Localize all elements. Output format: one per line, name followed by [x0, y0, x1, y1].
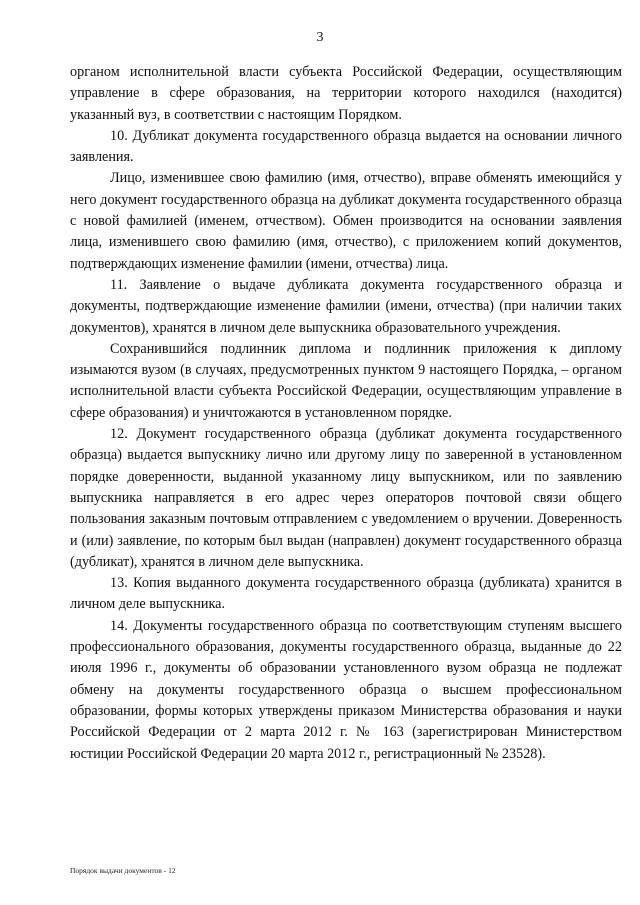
document-body [70, 62, 622, 765]
paragraph-continuation: органом исполнительной власти субъекта Российской Федерации, осуществляющим управление в сфере образования, на территории которого находился (находится) указанный вуз, в соответствии с настоящим Порядком. [70, 64, 622, 123]
paragraph-item-14: 14. Документы государственного образца по соответствующим ступеням высшего профессионального образования, документы государственного образца, выданные до 22 июля 1996 г., документы об образовании установленного вузом образца не подлежат обмену на документы государственного образца о высшем профессиональном образовании, формы которых утверждены приказом Министерства образования и науки Российской Федерации от 2 марта 2012 г. № 163 (зарегистрирован Министерством юстиции Российской Федерации 20 марта 2012 г., регистрационный № 23528). [70, 617, 622, 762]
page-footer: Порядок выдачи документов - 12 [70, 866, 176, 875]
paragraph-original-diploma: Сохранившийся подлинник диплома и подлинник приложения к диплому изымаются вузом (в случаях, предусмотренных пунктом 9 настоящего Порядка, – органом исполнительной власти субъекта Российской Федерации, осуществляющим управление в сфере образования) и уничтожаются в установленном порядке. [70, 340, 622, 421]
paragraph-name-change: Лицо, изменившее свою фамилию (имя, отчество), вправе обменять имеющийся у него документ государственного образца на дубликат документа государственного образца с новой фамилией (именем, отчеством). Обмен производится на основании заявления лица, изменившего свою фамилию (имя, отчество), с приложением копий документов, подтверждающих изменение фамилии (имени, отчества) лица. [70, 170, 622, 272]
paragraph-item-11: 11. Заявление о выдаче дубликата документа государственного образца и документы, подтверждающие изменение фамилии (имени, отчества) (при наличии таких документов), хранятся в личном деле выпускника образовательного учреждения. [70, 276, 622, 336]
page-number: 3 [316, 30, 324, 45]
paragraph-item-12: 12. Документ государственного образца (дубликат документа государственного образца) выдается выпускнику лично или другому лицу по заверенной в установленном порядке доверенности, выданной указанному лицу выпускником, или по заявлению выпускника направляется в его адрес через операторов почтовой связи общего пользования заказным почтовым отправлением с уведомлением о вручении. Доверенность и (или) заявление, по которым был выдан (направлен) документ государственного образца (дубликат), хранятся в личном деле выпускника. [70, 426, 622, 570]
paragraph-item-10: 10. Дубликат документа государственного образца выдается на основании личного заявления. [70, 127, 622, 166]
paragraph-item-13: 13. Копия выданного документа государственного образца (дубликата) хранится в личном деле выпускника. [70, 575, 622, 613]
